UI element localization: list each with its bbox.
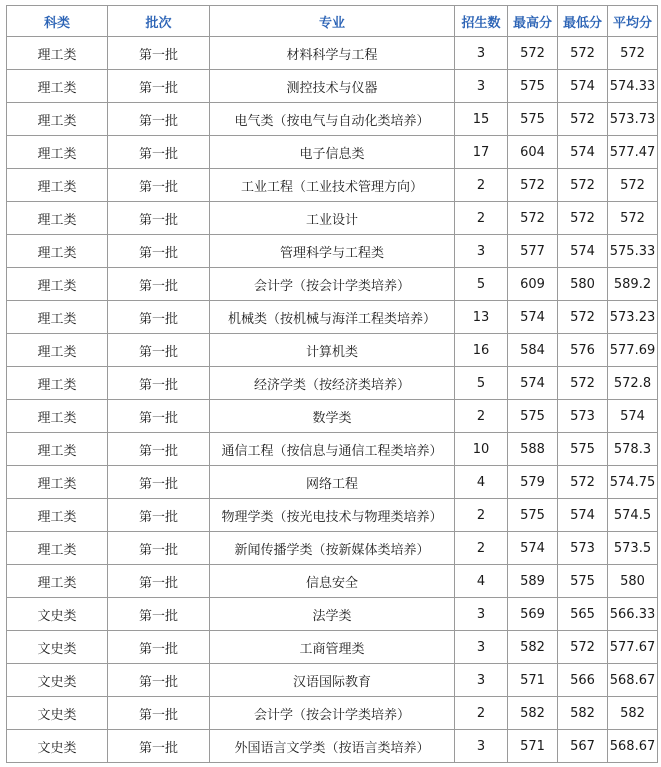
cell-major: 管理科学与工程类 [210,235,455,268]
table-row [7,499,658,532]
cell-subject-category: 理工类 [7,103,108,136]
cell-batch: 第一批 [108,367,210,400]
cell-subject-category: 文史类 [7,697,108,730]
cell-min-score: 572 [558,466,608,499]
cell-avg-score: 572.8 [608,367,658,400]
cell-max-score: 577 [508,235,558,268]
table-row [7,466,658,499]
cell-max-score: 575 [508,70,558,103]
table-row [7,367,658,400]
cell-max-score: 589 [508,565,558,598]
cell-max-score: 574 [508,301,558,334]
cell-avg-score: 577.67 [608,631,658,664]
cell-min-score: 572 [558,103,608,136]
table-row [7,268,658,301]
cell-min-score: 572 [558,367,608,400]
cell-max-score: 609 [508,268,558,301]
cell-batch: 第一批 [108,202,210,235]
cell-avg-score: 575.33 [608,235,658,268]
cell-max-score: 575 [508,103,558,136]
table-row [7,532,658,565]
cell-subject-category: 文史类 [7,730,108,763]
cell-avg-score: 566.33 [608,598,658,631]
cell-enrollment: 3 [455,37,508,70]
cell-avg-score: 589.2 [608,268,658,301]
cell-max-score: 575 [508,499,558,532]
cell-min-score: 573 [558,532,608,565]
cell-subject-category: 理工类 [7,70,108,103]
header-subject-category: 科类 [7,6,108,37]
cell-enrollment: 13 [455,301,508,334]
cell-enrollment: 2 [455,697,508,730]
cell-max-score: 584 [508,334,558,367]
cell-batch: 第一批 [108,433,210,466]
cell-min-score: 574 [558,136,608,169]
cell-major: 通信工程（按信息与通信工程类培养） [210,433,455,466]
table-row [7,235,658,268]
cell-batch: 第一批 [108,136,210,169]
cell-min-score: 566 [558,664,608,697]
cell-subject-category: 理工类 [7,532,108,565]
cell-enrollment: 2 [455,532,508,565]
cell-major: 新闻传播学类（按新媒体类培养） [210,532,455,565]
table-row [7,730,658,763]
cell-avg-score: 578.3 [608,433,658,466]
cell-major: 工商管理类 [210,631,455,664]
table-row [7,103,658,136]
cell-batch: 第一批 [108,103,210,136]
cell-batch: 第一批 [108,301,210,334]
cell-max-score: 582 [508,631,558,664]
cell-enrollment: 5 [455,367,508,400]
cell-avg-score: 574 [608,400,658,433]
table-row [7,202,658,235]
cell-major: 数学类 [210,400,455,433]
cell-subject-category: 理工类 [7,400,108,433]
cell-avg-score: 580 [608,565,658,598]
table-body [7,37,658,763]
cell-min-score: 573 [558,400,608,433]
cell-subject-category: 理工类 [7,334,108,367]
table-row [7,697,658,730]
cell-batch: 第一批 [108,268,210,301]
cell-max-score: 574 [508,367,558,400]
cell-enrollment: 3 [455,664,508,697]
cell-enrollment: 3 [455,730,508,763]
cell-batch: 第一批 [108,697,210,730]
header-max-score: 最高分 [508,6,558,37]
cell-avg-score: 568.67 [608,664,658,697]
cell-avg-score: 577.47 [608,136,658,169]
cell-max-score: 588 [508,433,558,466]
table-row [7,70,658,103]
cell-major: 经济学类（按经济类培养） [210,367,455,400]
table-row [7,301,658,334]
cell-batch: 第一批 [108,631,210,664]
table-row [7,565,658,598]
cell-enrollment: 4 [455,565,508,598]
cell-major: 法学类 [210,598,455,631]
cell-enrollment: 10 [455,433,508,466]
cell-subject-category: 理工类 [7,37,108,70]
cell-enrollment: 3 [455,631,508,664]
header-avg-score: 平均分 [608,6,658,37]
cell-subject-category: 理工类 [7,367,108,400]
table-row [7,631,658,664]
cell-avg-score: 574.75 [608,466,658,499]
cell-max-score: 579 [508,466,558,499]
cell-batch: 第一批 [108,235,210,268]
cell-batch: 第一批 [108,499,210,532]
cell-subject-category: 理工类 [7,565,108,598]
cell-batch: 第一批 [108,532,210,565]
cell-batch: 第一批 [108,730,210,763]
cell-min-score: 572 [558,169,608,202]
table-row [7,334,658,367]
cell-max-score: 575 [508,400,558,433]
cell-min-score: 572 [558,301,608,334]
cell-major: 网络工程 [210,466,455,499]
cell-enrollment: 15 [455,103,508,136]
cell-major: 计算机类 [210,334,455,367]
cell-max-score: 572 [508,169,558,202]
cell-enrollment: 2 [455,169,508,202]
cell-major: 物理学类（按光电技术与物理类培养） [210,499,455,532]
cell-subject-category: 理工类 [7,169,108,202]
cell-min-score: 565 [558,598,608,631]
cell-enrollment: 17 [455,136,508,169]
cell-enrollment: 5 [455,268,508,301]
cell-enrollment: 3 [455,598,508,631]
header-min-score: 最低分 [558,6,608,37]
cell-subject-category: 理工类 [7,301,108,334]
cell-max-score: 572 [508,202,558,235]
cell-min-score: 574 [558,499,608,532]
cell-max-score: 604 [508,136,558,169]
cell-major: 工业工程（工业技术管理方向） [210,169,455,202]
cell-subject-category: 理工类 [7,499,108,532]
cell-batch: 第一批 [108,565,210,598]
cell-avg-score: 568.67 [608,730,658,763]
cell-major: 电气类（按电气与自动化类培养） [210,103,455,136]
cell-batch: 第一批 [108,400,210,433]
cell-avg-score: 577.69 [608,334,658,367]
cell-min-score: 574 [558,70,608,103]
cell-major: 测控技术与仪器 [210,70,455,103]
table-row [7,37,658,70]
table-row [7,433,658,466]
cell-max-score: 571 [508,730,558,763]
cell-subject-category: 理工类 [7,235,108,268]
cell-avg-score: 572 [608,169,658,202]
cell-batch: 第一批 [108,37,210,70]
cell-max-score: 574 [508,532,558,565]
cell-enrollment: 4 [455,466,508,499]
cell-max-score: 569 [508,598,558,631]
cell-min-score: 567 [558,730,608,763]
cell-enrollment: 2 [455,400,508,433]
cell-major: 会计学（按会计学类培养） [210,268,455,301]
admission-score-table [6,5,658,763]
cell-subject-category: 文史类 [7,598,108,631]
header-batch: 批次 [108,6,210,37]
cell-min-score: 582 [558,697,608,730]
cell-batch: 第一批 [108,334,210,367]
cell-batch: 第一批 [108,169,210,202]
cell-min-score: 575 [558,565,608,598]
cell-max-score: 582 [508,697,558,730]
cell-min-score: 575 [558,433,608,466]
cell-major: 信息安全 [210,565,455,598]
cell-major: 材料科学与工程 [210,37,455,70]
cell-major: 会计学（按会计学类培养） [210,697,455,730]
cell-batch: 第一批 [108,664,210,697]
cell-batch: 第一批 [108,70,210,103]
header-major: 专业 [210,6,455,37]
cell-max-score: 572 [508,37,558,70]
cell-subject-category: 理工类 [7,433,108,466]
cell-max-score: 571 [508,664,558,697]
cell-avg-score: 573.73 [608,103,658,136]
cell-min-score: 572 [558,37,608,70]
cell-batch: 第一批 [108,466,210,499]
cell-major: 汉语国际教育 [210,664,455,697]
cell-subject-category: 文史类 [7,631,108,664]
cell-subject-category: 理工类 [7,466,108,499]
cell-avg-score: 573.5 [608,532,658,565]
cell-min-score: 574 [558,235,608,268]
cell-major: 工业设计 [210,202,455,235]
cell-enrollment: 2 [455,202,508,235]
cell-subject-category: 理工类 [7,136,108,169]
cell-major: 电子信息类 [210,136,455,169]
cell-avg-score: 573.23 [608,301,658,334]
cell-avg-score: 574.5 [608,499,658,532]
cell-min-score: 576 [558,334,608,367]
cell-major: 外国语言文学类（按语言类培养） [210,730,455,763]
cell-enrollment: 16 [455,334,508,367]
cell-min-score: 580 [558,268,608,301]
cell-enrollment: 2 [455,499,508,532]
table-row [7,169,658,202]
cell-min-score: 572 [558,631,608,664]
table-row [7,136,658,169]
table-row [7,400,658,433]
cell-enrollment: 3 [455,235,508,268]
cell-batch: 第一批 [108,598,210,631]
table-header-row [7,6,658,37]
cell-subject-category: 理工类 [7,268,108,301]
cell-avg-score: 572 [608,37,658,70]
table-row [7,664,658,697]
cell-major: 机械类（按机械与海洋工程类培养） [210,301,455,334]
cell-subject-category: 理工类 [7,202,108,235]
header-enrollment: 招生数 [455,6,508,37]
cell-enrollment: 3 [455,70,508,103]
cell-min-score: 572 [558,202,608,235]
cell-avg-score: 582 [608,697,658,730]
table-row [7,598,658,631]
cell-subject-category: 文史类 [7,664,108,697]
cell-avg-score: 574.33 [608,70,658,103]
cell-avg-score: 572 [608,202,658,235]
